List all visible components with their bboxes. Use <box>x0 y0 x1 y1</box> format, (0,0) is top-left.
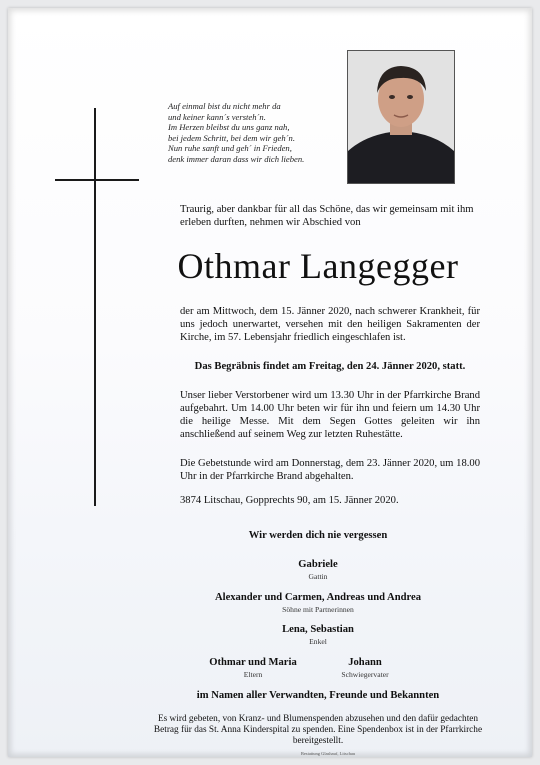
mourner-role: Gattin <box>308 572 328 581</box>
mourner-name: Gabriele <box>298 559 338 570</box>
mourner-role: Eltern <box>243 670 263 679</box>
on-behalf-line: im Namen aller Verwandten, Freunde und Bekannten <box>196 690 440 701</box>
mourner-name: Alexander und Carmen, Andreas und Andrea <box>214 592 422 603</box>
prayer-hour-details: Die Gebetstunde wird am Donnerstag, dem 23. Jänner 2020, um 18.00 Uhr in der Pfarrkirche Brand abgehalten. <box>180 458 480 482</box>
never-forget-line: Wir werden dich nie vergessen <box>248 530 388 541</box>
mourner-name: Johann <box>348 657 382 668</box>
poem <box>168 101 338 164</box>
deceased-name: Othmar Langegger <box>177 246 459 286</box>
cross-vertical-bar <box>94 108 96 506</box>
obituary-page <box>8 8 532 757</box>
portrait-image <box>348 51 454 183</box>
portrait-photo <box>347 50 455 184</box>
mourner-role: Schwiegervater <box>341 670 389 679</box>
funeral-date: Das Begräbnis findet am Freitag, den 24. Jänner 2020, statt. <box>194 361 466 372</box>
donation-note: Es wird gebeten, von Kranz- und Blumenspenden abzusehen und den dafür gedachten Betrag für das St. Anna Kinderspital zu spenden. Eine Spendenbox ist in der Pfarrkirche bereitgestellt. <box>153 714 483 746</box>
mourner-name: Othmar und Maria <box>209 657 297 668</box>
poem-line: bei jedem Schritt, bei dem wir geh´n. <box>168 132 295 143</box>
mourner-name: Lena, Sebastian <box>282 624 354 635</box>
poem-line: und keiner kann´s versteh´n. <box>168 111 266 122</box>
death-notice-text: der am Mittwoch, dem 15. Jänner 2020, nach schwerer Krankheit, für uns jedoch unerwartet, versehen mit den heiligen Sakramenten der Kirche, im 57. Lebensjahr friedlich eingeschlafen ist. <box>180 306 480 343</box>
intro-text: Traurig, aber dankbar für all das Schöne, das wir gemeinsam mit ihm erleben durften, nehmen wir Abschied von <box>180 204 474 228</box>
ceremony-details: Unser lieber Verstorbener wird um 13.30 Uhr in der Pfarrkirche Brand aufgebahrt. Um 14.00 Uhr beten wir für ihn und feiern um 14.30 Uhr die heilige Messe. Mit dem Segen Gottes geleiten wir ihn anschließend auf seinem Weg zur letzten Ruhestätte. <box>180 390 480 440</box>
funeral-home-credit: Bestattung Glashauf, Litschau <box>300 751 356 756</box>
poem-line: denk immer daran dass wir dich lieben. <box>168 153 305 164</box>
address-and-date: 3874 Litschau, Gopprechts 90, am 15. Jänner 2020. <box>180 495 399 506</box>
poem-line: Auf einmal bist du nicht mehr da <box>168 101 281 111</box>
mourner-role: Enkel <box>309 637 327 646</box>
cross-horizontal-bar <box>55 179 139 181</box>
poem-line: Im Herzen bleibst du uns ganz nah, <box>168 122 290 132</box>
poem-line: Nun ruhe sanft und geh´ in Frieden, <box>168 143 292 153</box>
mourner-role: Söhne mit Partnerinnen <box>282 605 354 614</box>
